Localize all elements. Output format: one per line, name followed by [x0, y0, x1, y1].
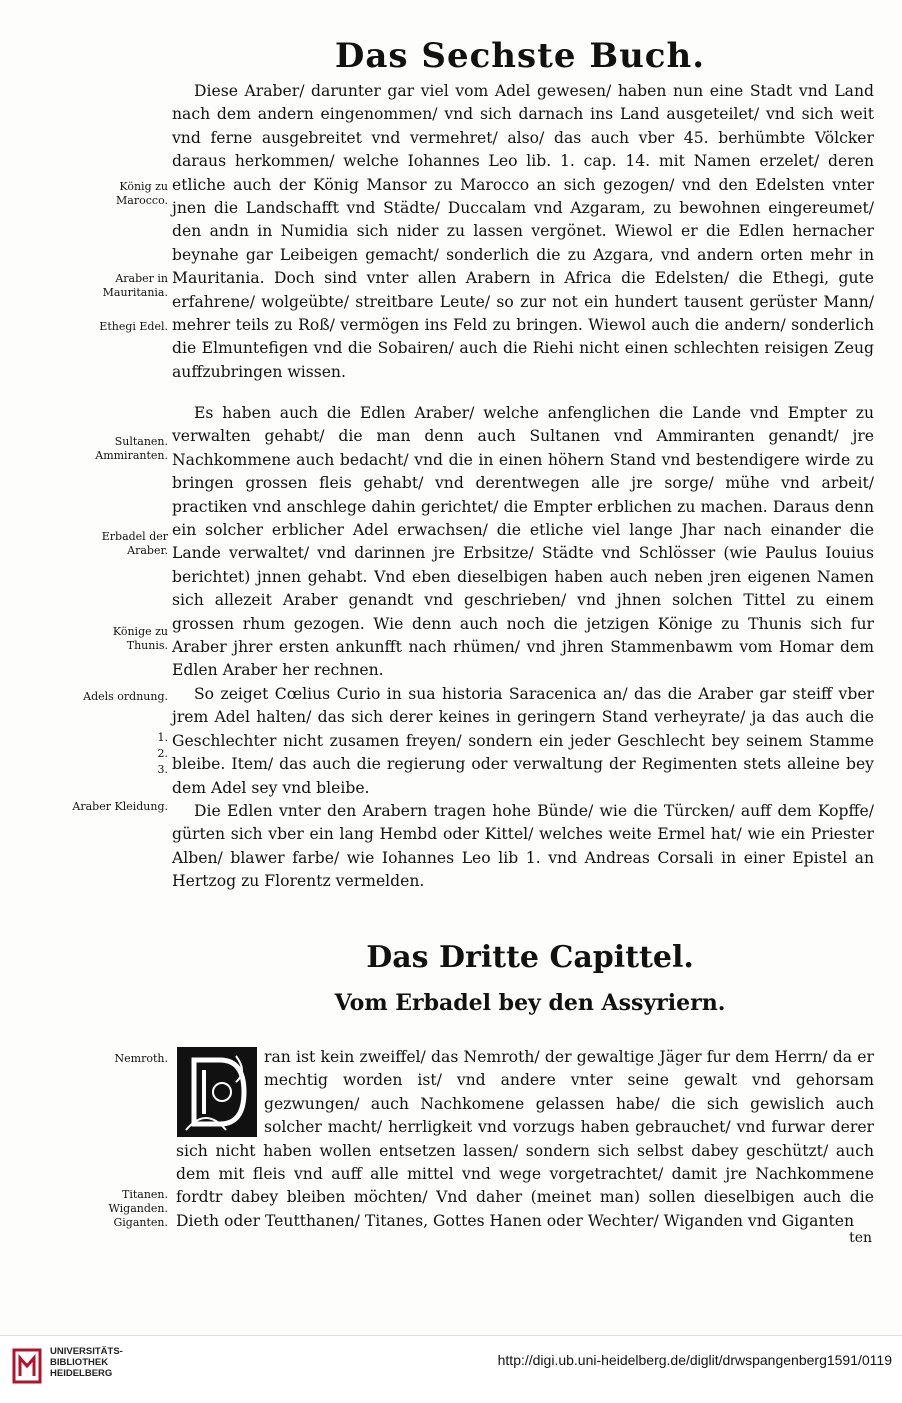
margin-note-kleidung: Araber Kleidung. [72, 800, 168, 813]
paragraph: Die Edlen vnter den Arabern tragen hohe Bünde/ wie die Türcken/ auff dem Kopffe/ gürten sich vber ein lang Hembd oder Kittel/ welches weite Ermel hat/ wie ein Priester Alben/ blawer farbe/ wie Iohannes Leo lib 1. vnd Andreas Corsali in einer Epistel an Hertzog zu Florentz vermelden. [172, 801, 874, 891]
paragraph: ran ist kein zweiffel/ das Nemroth/ der gewaltige Jäger fur dem Herrn/ da er mechtig worden ist/ vnd andere vnter seine gewalt vnd gehorsam gezwungen/ auch Nachkomene gelassen habe/ die sich gewislich auch solcher macht/ herrligkeit vnd vorzugs haben gebrauchet/ vnd furwar derer sich nicht haben wollen entsetzen lassen/ sondern sich selbst dabey geschützt/ auch dem mit fleis vnd auff alle mittel vnd wege vorgetrachtet/ damit jre Nachkommene fordtr dabey bleiben möchten/ Vnd daher (meinet man) sollen dieselbigen auch die Dieth oder Teutthanen/ Titanes, Gottes Hanen oder Wechter/ Wiganden vnd Giganten [176, 1048, 874, 1230]
text-block-middle [172, 402, 874, 894]
margin-note-adelsordnung: Adels ordnung. [83, 690, 168, 703]
catchword: ten [849, 1230, 872, 1246]
paragraph: Diese Araber/ darunter gar viel vom Adel gewesen/ haben nun eine Stadt vnd Land nach dem andern eingenommen/ vnd sich darnach ins Land ausgeteilet/ vnd sich weit vnd ferne ausgebreitet vnd vermehret/ also/ das auch vber 45. berhümbte Völcker daraus herkommen/ welche Iohannes Leo lib. 1. cap. 14. mit Namen erzelet/ deren etliche auch der König Mansor zu Marocco an sich gezogen/ vnd den Edelsten vnter jnen die Landschafft vnd Städte/ Duccalam vnd Azgaram, zu bewohnen eingereumet/ den andn in Numidia sich nider zu lassen vergönet. Wiewol er die Edlen hernacher beynahe gar Leibeigen gemacht/ sonderlich die zu Azgara, vnd andern orten mehr in Mauritania. Doch sind vnter allen Arabern in Africa die Edelsten/ die Ethegi, gute erfahrene/ wolgeübte/ streitbare Leute/ so zur not ein hundert tausent gerüster Mann/ mehrer teils zu Roß/ vermögen ins Feld zu bringen. Wiewol auch die andern/ sonderlich die Elmuntefigen vnd die Sobairen/ auch die Riehi nicht einen schlechten reisigen Zeug auffzubringen wissen. [172, 82, 874, 381]
chapter-title: Das Dritte Capittel. [366, 940, 694, 975]
running-head: Das Sechste Buch. [334, 36, 706, 76]
margin-note-sultanen: Sultanen. Ammiranten. [95, 435, 168, 462]
margin-note-nemroth: Nemroth. [114, 1052, 168, 1065]
library-name: UNIVERSITÄTS- BIBLIOTHEK HEIDELBERG [50, 1346, 123, 1379]
library-logo-icon [12, 1346, 42, 1386]
margin-note-mauritania: Araber in Mauritania. [102, 272, 168, 299]
paragraph: So zeiget Cœlius Curio in sua historia Saracenica an/ das die Araber gar steiff vber jrem Adel halten/ das sich derer keines in geringern Stand verheyrate/ ja das auch die Geschlechter nicht zusamen freyen/ sondern ein jeder Geschlecht bey seinem Stamme bleibe. Item/ das auch die regierung oder verwaltung der Regimenten stets alleine bey dem Adel sey vnd bleibe. [172, 684, 874, 797]
margin-note-erbadel: Erbadel der Araber. [101, 530, 168, 557]
chapter-text [176, 1046, 874, 1233]
chapter-subtitle: Vom Erbadel bey den Assyriern. [334, 990, 726, 1016]
margin-note-thunis: Könige zu Thunis. [112, 625, 168, 652]
margin-note-ethegi: Ethegi Edel. [99, 320, 168, 333]
margin-note-marocco: König zu Marocco. [116, 180, 168, 207]
source-url-link[interactable]: http://digi.ub.uni-heidelberg.de/diglit/drwspangenberg1591/0119 [497, 1352, 892, 1368]
decorated-initial-d-icon [176, 1046, 258, 1138]
text-block-upper [172, 80, 874, 384]
paragraph: Es haben auch die Edlen Araber/ welche anfenglichen die Lande vnd Empter zu verwalten gehabt/ die man denn auch Sultanen vnd Ammiranten genandt/ jre Nachkommene auch bedacht/ vnd die in einen höhern Stand vnd bestendigere wirde zu bringen grossen fleis gehabt/ vnd derentwegen alle jre sorge/ mühe vnd arbeit/ practiken vnd anschlege dahin gerichtet/ die Empter erblichen zu machen. Daraus denn ein solcher erblicher Adel erwachsen/ die etliche viel lange Jhar nach einander die Lande verwaltet/ vnd darinnen jre Erbsitze/ Städte vnd Schlösser (wie Paulus Iouius berichtet) jnnen gehabt. Vnd eben dieselbigen haben auch neben jren eigenen Namen sich allezeit Araber genandt vnd geschrieben/ vnd jhnen solchen Tittel zu einem grossen rhum gezogen. Wie denn auch noch die jetzigen Könige zu Thunis sich fur Araber jhrer ersten ankunfft nach rhümen/ vnd jhren Stammenbawm vom Homar dem Edlen Araber her rechnen. [172, 404, 874, 680]
margin-note-numbers: 1. 2. 3. [157, 731, 168, 776]
viewer-footer [0, 1335, 902, 1403]
margin-note-titanen: Titanen. Wiganden. Giganten. [108, 1188, 168, 1229]
